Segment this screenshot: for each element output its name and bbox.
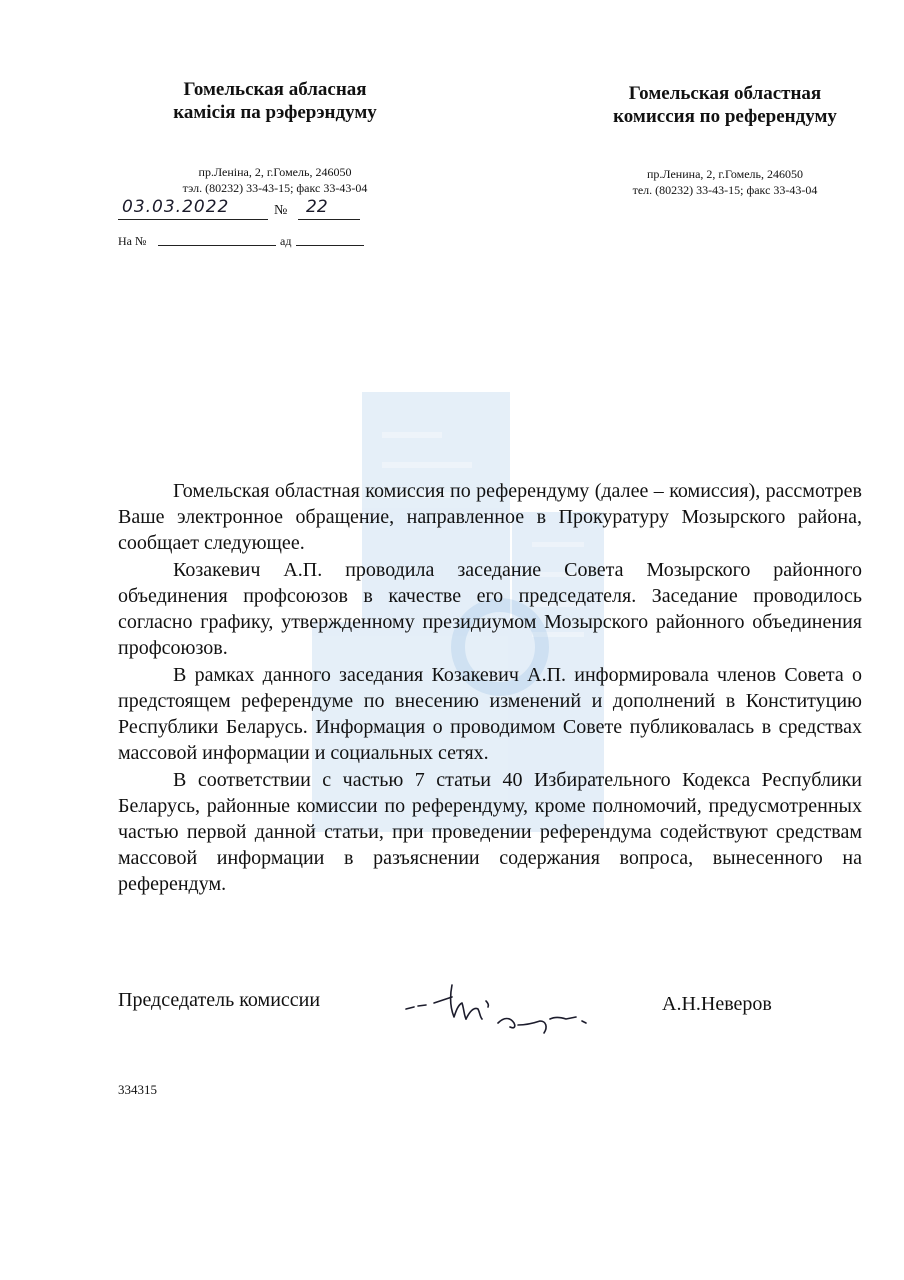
phone-ru: тел. (80232) 33-43-15; факс 33-43-04 [632,183,818,197]
signature-block [118,985,818,1045]
body-paragraph-1: Гомельская областная комиссия по референдуму (далее – комиссия), рассмотрев Ваше электронное обращение, направленное в Прокуратуру Мозырского района, сообщает следующее. [118,480,862,554]
on-number-label: На № [118,234,147,248]
org-name-ru-line2: комиссия по референдуму [613,106,837,127]
header-russian [570,82,880,198]
body-paragraph-2: Козакевич А.П. проводила заседание Совета Мозырского районного объединения профсоюзов в качестве его председателя. Заседание проводилось согласно графику, утвержденному президиумом Мозырского районного объединения профсоюзов. [118,559,862,659]
body-paragraph-3: В рамках данного заседания Козакевич А.П. информировала членов Совета о предстоящем референдуме по внесению изменений и дополнений в Конституцию Республики Беларусь. Информация о проводимом Совете публиковалась в средствах массовой информации и социальных сетях. [118,664,862,764]
org-name-ru [570,82,880,128]
phone-be: тэл. (80232) 33-43-15; факс 33-43-04 [182,181,368,195]
contacts-ru [570,166,880,198]
address-ru: пр.Ленина, 2, г.Гомель, 246050 [647,167,803,181]
from-date-blank [296,245,364,246]
from-date-label: ад [280,234,292,248]
document-code: 334315 [118,1082,157,1097]
outgoing-reference [118,199,378,221]
letter-body [118,478,862,898]
date-handwritten: 03.03.2022 [122,197,230,217]
incoming-reference [118,234,378,250]
org-name-ru-line1: Гомельская областная [628,83,822,104]
on-number-blank [158,245,276,246]
signatory-name: А.Н.Неверов [662,993,772,1015]
signatory-title: Председатель комиссии [118,989,321,1011]
org-name-be [120,78,430,124]
date-field [118,199,268,220]
contacts-be [120,164,430,196]
number-handwritten: 22 [306,197,328,217]
number-label: № [274,203,288,218]
org-name-be-line2: камісія па рэферэндуму [173,102,377,123]
header-belarusian [120,78,430,196]
number-field [298,199,360,220]
org-name-be-line1: Гомельская абласная [183,79,367,100]
body-paragraph-4: В соответствии с частью 7 статьи 40 Избирательного Кодекса Республики Беларусь, районные комиссии по референдуму, кроме полномочий, предусмотренных частью первой данной статьи, при проведении референдума содействуют средствам массовой информации в разъяснении содержания вопроса, вынесенного на референдум. [118,769,862,895]
handwritten-signature [400,973,610,1039]
address-be: пр.Леніна, 2, г.Гомель, 246050 [198,165,352,179]
